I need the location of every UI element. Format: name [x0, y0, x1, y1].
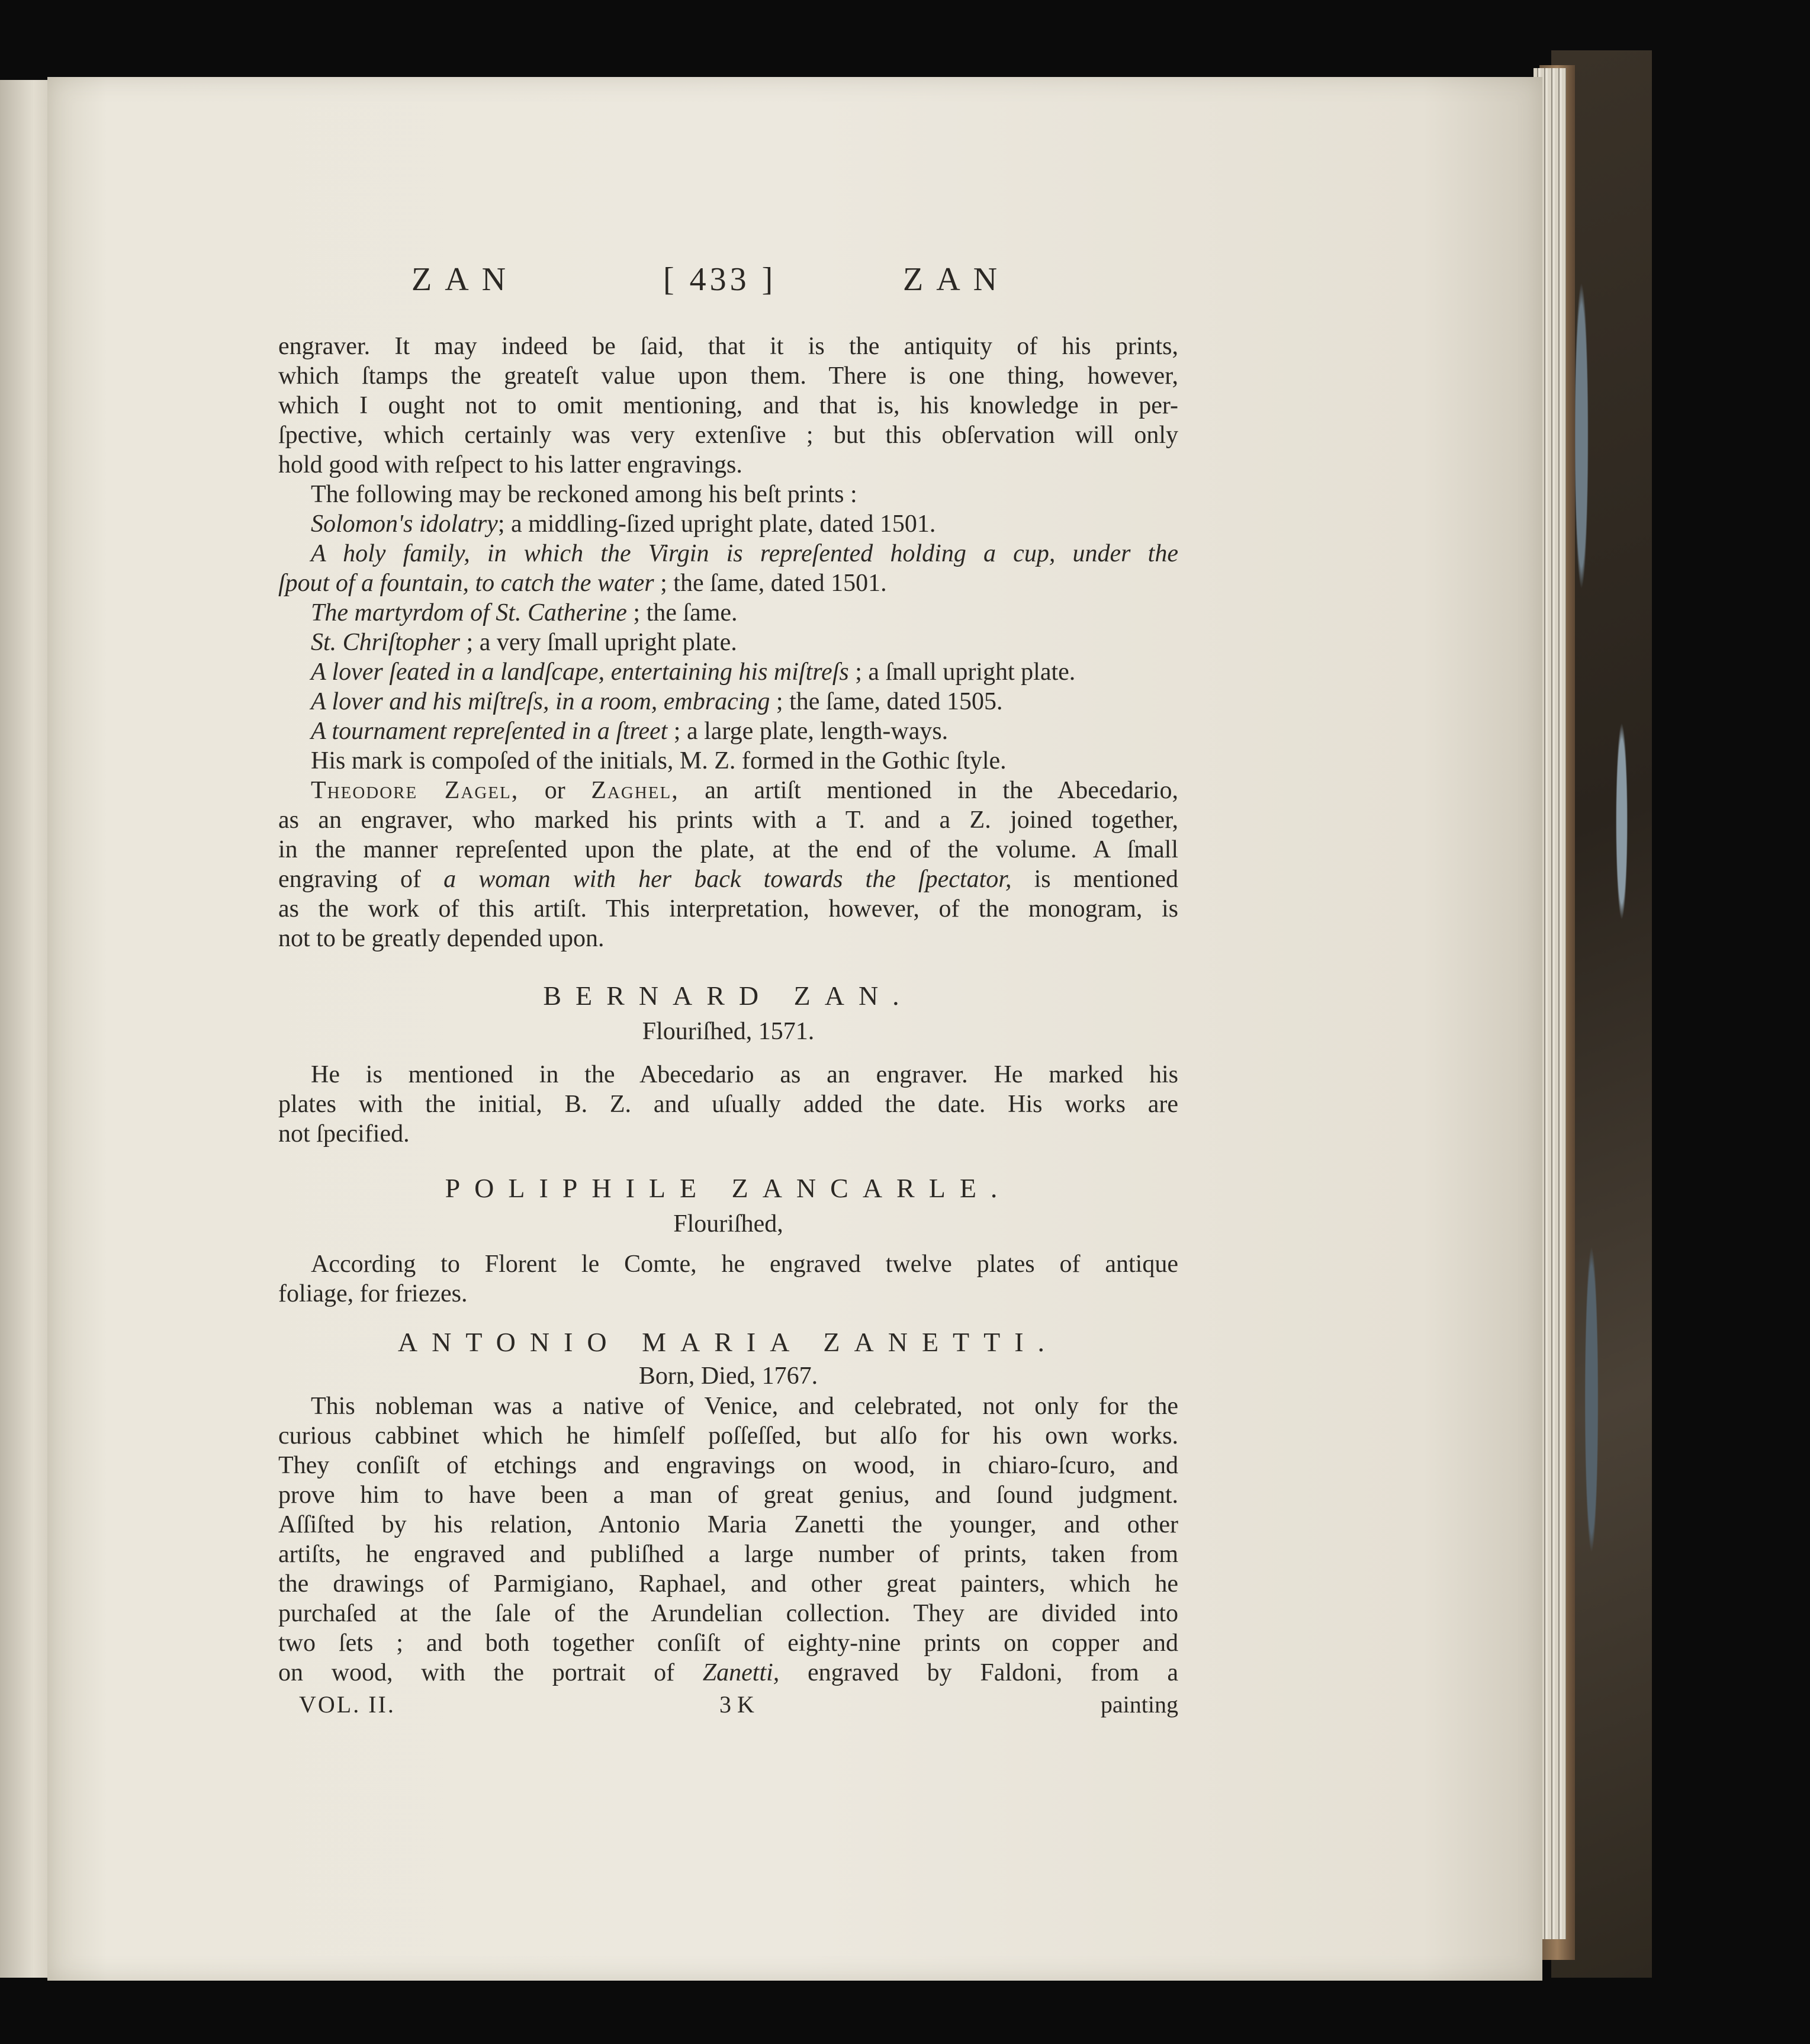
entry-dates-bernard-zan: Flouriſhed, 1571.	[642, 1018, 815, 1045]
entry-heading-antonio-maria-zanetti: ANTONIO MARIA ZANETTI.	[397, 1327, 1059, 1357]
print-title: The martyrdom of St. Catherine	[311, 599, 627, 626]
text-line: on wood, with the portrait of Zanetti, engraved by Faldoni, from a	[278, 1659, 1178, 1686]
text-line: Aſſiſted by his relation, Antonio Maria Zanetti the younger, and other	[278, 1511, 1178, 1538]
para-continuation	[278, 332, 1178, 953]
page-number: [ 433 ]	[663, 261, 777, 298]
print-desc: ; a ſmall upright plate.	[848, 658, 1076, 686]
print-title: A lover and his miſtreſs, in a room, embracing	[311, 688, 770, 715]
header-left: ZAN	[411, 261, 519, 298]
print-entry	[278, 628, 1178, 657]
text-line: hold good with reſpect to his latter engravings.	[278, 451, 742, 478]
zagel-alt-name: Zaghel,	[591, 777, 679, 804]
print-entry	[278, 716, 1178, 746]
text-line: ſpective, which certainly was very extenſive ; but this obſervation will only	[278, 422, 1178, 449]
print-title: A lover ſeated in a landſcape, entertaining his miſtreſs	[311, 658, 849, 686]
text-line: They conſiſt of etchings and engravings on wood, in chiaro-ſcuro, and	[278, 1452, 1178, 1479]
print-entry	[278, 568, 1178, 598]
print-title: ſpout of a fountain, to catch the water	[278, 570, 654, 597]
print-title: A holy family, in which the Virgin is repreſented holding a cup, under the	[311, 540, 1178, 567]
print-desc: ; the ſame, dated 1505.	[770, 688, 1003, 715]
print-desc: ; the ſame, dated 1501.	[654, 570, 887, 597]
print-desc: ; a large plate, length-ways.	[667, 718, 949, 745]
text-line: plates with the initial, B. Z. and uſually added the date. His works are	[278, 1091, 1178, 1118]
text-line: According to Florent le Comte, he engraved twelve plates of antique	[311, 1251, 1178, 1278]
text-line: two ſets ; and both together conſiſt of eighty-nine prints on copper and	[278, 1630, 1178, 1657]
volume-label: VOL. II.	[299, 1691, 396, 1718]
entry-dates-antonio-maria-zanetti: Born, Died, 1767.	[638, 1362, 818, 1390]
text-line: as the work of this artiſt. This interpretation, however, of the monogram, is	[278, 895, 1178, 923]
text-line: not to be greatly depended upon.	[278, 925, 605, 952]
text-line: engraving of a woman with her back towards the ſpectator, is mentioned	[278, 866, 1178, 893]
text-line: which I ought not to omit mentioning, and that is, his knowledge in per-	[278, 392, 1178, 419]
text-line: foliage, for friezes.	[278, 1280, 468, 1307]
print-title: A tournament repreſented in a ſtreet	[311, 718, 668, 745]
text-line: This nobleman was a native of Venice, and celebrated, not only for the	[311, 1393, 1178, 1420]
print-entry	[278, 539, 1178, 568]
header-right: ZAN	[903, 261, 1011, 298]
zanetti-name: Zanetti,	[702, 1659, 780, 1686]
text-line: which ſtamps the greateſt value upon them. There is one thing, however,	[278, 362, 1178, 390]
entry-dates-poliphile-zancarle: Flouriſhed,	[673, 1210, 783, 1238]
entry-heading-bernard-zan: BERNARD ZAN.	[543, 981, 914, 1011]
entry-body-poliphile-zancarle	[278, 1249, 1178, 1309]
print-entry	[278, 687, 1178, 716]
text-line: curious cabbinet which he himſelf poſſeſſed, but alſo for his own works.	[278, 1422, 1178, 1450]
print-desc: ; a very ſmall upright plate.	[460, 629, 737, 656]
list-intro: The following may be reckoned among his beſt prints :	[311, 481, 857, 508]
text-line: engraver. It may indeed be ſaid, that it is the antiquity of his prints,	[278, 333, 1178, 360]
page-footer	[278, 1691, 1178, 1720]
entry-body-bernard-zan	[278, 1060, 1178, 1149]
signature-mark: 3 K	[719, 1691, 754, 1718]
print-title: St. Chriſtopher	[311, 629, 461, 656]
text-line: He is mentioned in the Abecedario as an engraver. He marked his	[311, 1061, 1178, 1088]
catchword: painting	[1100, 1691, 1178, 1718]
text-line: as an engraver, who marked his prints with a T. and a Z. joined together,	[278, 806, 1178, 834]
print-desc: ; the ſame.	[626, 599, 738, 626]
running-header	[0, 261, 1810, 308]
entry-body-antonio-maria-zanetti	[278, 1391, 1178, 1688]
print-entry	[278, 509, 1178, 539]
text-line: prove him to have been a man of great genius, and ſound judgment.	[278, 1481, 1178, 1509]
print-entry	[278, 598, 1178, 628]
zagel-name: Theodore Zagel,	[311, 777, 519, 804]
text-line: the drawings of Parmigiano, Raphael, and other great painters, which he	[278, 1570, 1178, 1598]
print-entry	[278, 657, 1178, 687]
text-line: artiſts, he engraved and publiſhed a large number of prints, taken from	[278, 1541, 1178, 1568]
text-line: in the manner repreſented upon the plate, at the end of the volume. A ſmall	[278, 836, 1178, 863]
zagel-first-line: Theodore Zagel, or Zaghel, an artiſt mentioned in the Abecedario,	[311, 777, 1178, 804]
text-line: not ſpecified.	[278, 1120, 410, 1148]
mark-line: His mark is compoſed of the initials, M. Z. formed in the Gothic ſtyle.	[311, 747, 1007, 774]
print-desc: ; a middling-ſized upright plate, dated 1501.	[497, 510, 936, 538]
entry-heading-poliphile-zancarle: POLIPHILE ZANCARLE.	[445, 1173, 1012, 1203]
zagel-print-title: a woman with her back towards the ſpectator,	[443, 866, 1012, 893]
text-line: purchaſed at the ſale of the Arundelian collection. They are divided into	[278, 1600, 1178, 1627]
print-title: Solomon's idolatry	[311, 510, 498, 538]
